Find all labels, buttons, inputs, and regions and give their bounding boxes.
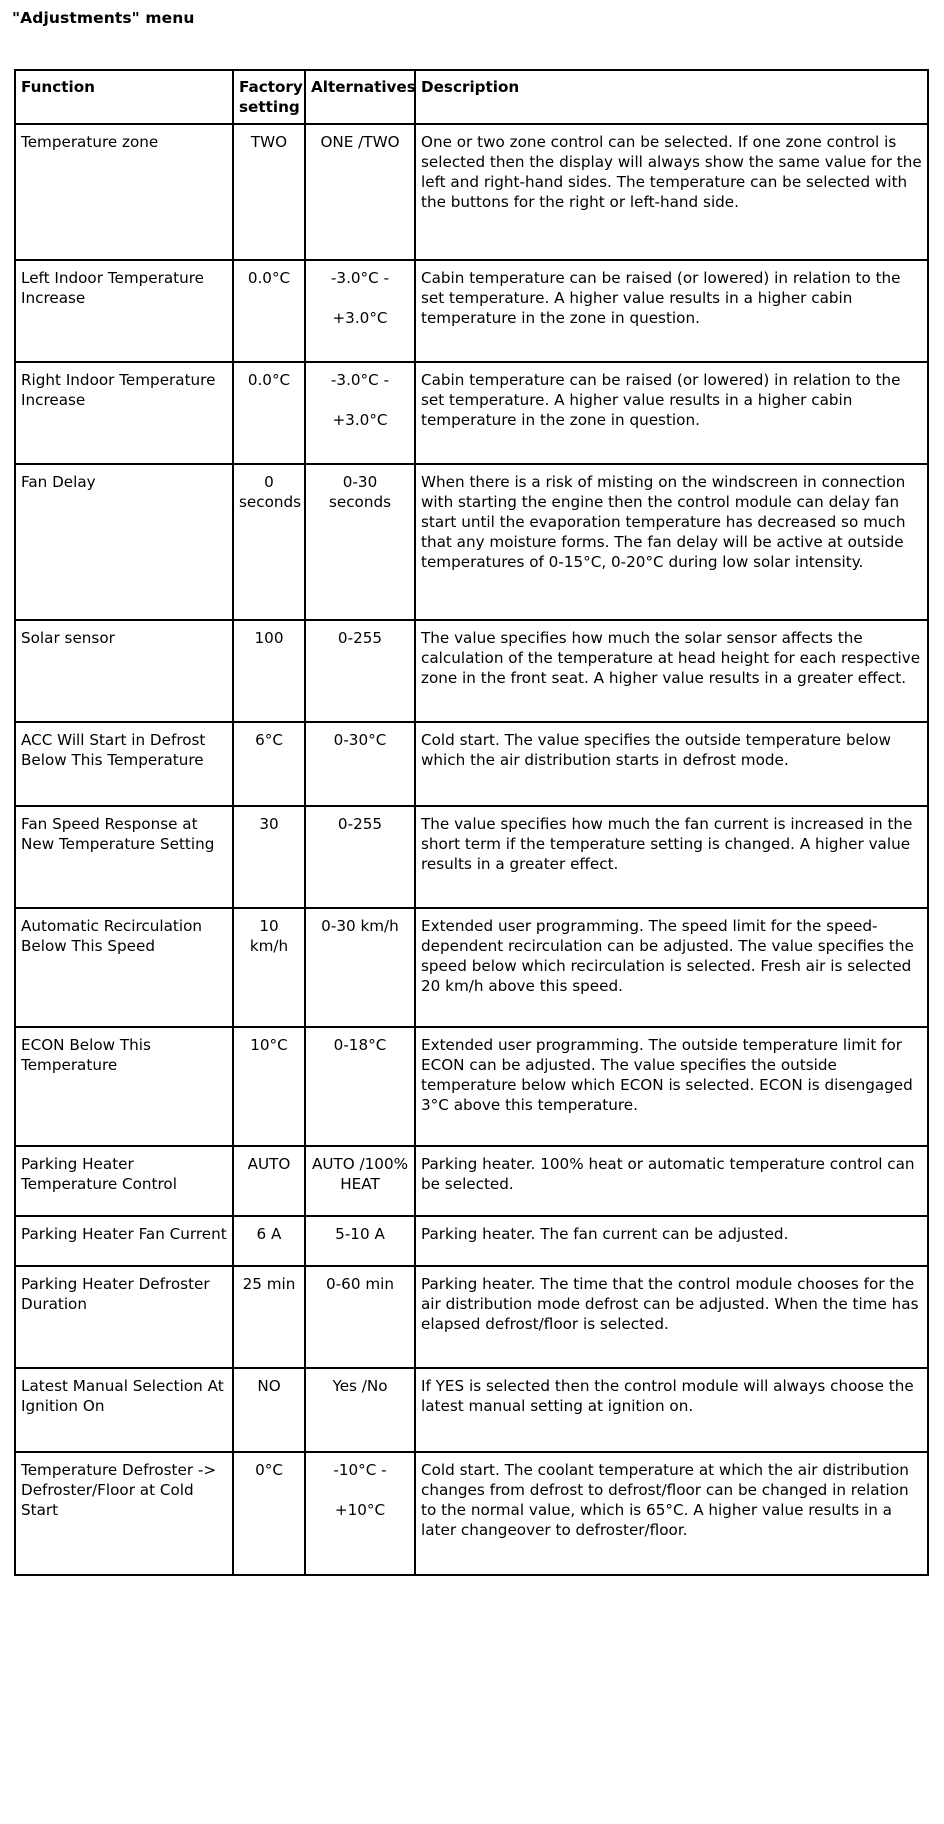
- description-cell: Parking heater. 100% heat or automatic temperature control can be selected.: [415, 1146, 928, 1216]
- factory-setting-cell: 10 km/h: [233, 908, 305, 1027]
- alternative-value: 0-30 km/h: [321, 917, 399, 935]
- function-cell: Fan Delay: [15, 464, 233, 620]
- factory-setting-cell: 10°C: [233, 1027, 305, 1146]
- factory-setting-cell: 0°C: [233, 1452, 305, 1575]
- header-factory-setting: Factory setting: [233, 70, 305, 124]
- alternatives-cell: [305, 362, 415, 464]
- alternative-value: 5-10 A: [335, 1225, 385, 1243]
- table-row: [15, 464, 928, 620]
- alternatives-cell: [305, 124, 415, 260]
- alternatives-gap: [311, 288, 409, 308]
- factory-setting-cell: AUTO: [233, 1146, 305, 1216]
- function-cell: Temperature zone: [15, 124, 233, 260]
- alternatives-cell: [305, 1266, 415, 1368]
- alternatives-cell: [305, 1027, 415, 1146]
- alternative-value: Yes /No: [332, 1377, 388, 1395]
- description-cell: Cold start. The value specifies the outside temperature below which the air distribution starts in defrost mode.: [415, 722, 928, 806]
- alternative-value: 0-30 seconds: [328, 473, 392, 511]
- function-cell: Temperature Defroster -> Defroster/Floor at Cold Start: [15, 1452, 233, 1575]
- alternatives-cell: [305, 260, 415, 362]
- factory-setting-cell: 6 A: [233, 1216, 305, 1266]
- table-row: [15, 1368, 928, 1452]
- factory-setting-cell: TWO: [233, 124, 305, 260]
- alternative-value: +3.0°C: [332, 411, 388, 429]
- function-cell: ECON Below This Temperature: [15, 1027, 233, 1146]
- description-cell: When there is a risk of misting on the windscreen in connection with starting the engine then the control module can delay fan start until the evaporation temperature has decreased so much that any moisture forms. The fan delay will be active at outside temperatures of 0-15°C, 0-20°C during low solar intensity.: [415, 464, 928, 620]
- table-row: [15, 1146, 928, 1216]
- alternative-value: +10°C: [334, 1501, 386, 1519]
- function-cell: Parking Heater Temperature Control: [15, 1146, 233, 1216]
- factory-setting-cell: 6°C: [233, 722, 305, 806]
- alternative-value: -10°C -: [333, 1461, 387, 1479]
- function-cell: Automatic Recirculation Below This Speed: [15, 908, 233, 1027]
- table-row: [15, 620, 928, 722]
- description-cell: If YES is selected then the control module will always choose the latest manual setting at ignition on.: [415, 1368, 928, 1452]
- factory-setting-cell: 30: [233, 806, 305, 908]
- header-description: Description: [415, 70, 928, 124]
- alternative-value: ONE /TWO: [320, 133, 400, 151]
- function-cell: Latest Manual Selection At Ignition On: [15, 1368, 233, 1452]
- function-cell: Right Indoor Temperature Increase: [15, 362, 233, 464]
- alternatives-cell: [305, 1146, 415, 1216]
- alternatives-cell: [305, 1216, 415, 1266]
- table-row: [15, 1452, 928, 1575]
- alternative-value: 0-255: [337, 815, 383, 833]
- function-cell: ACC Will Start in Defrost Below This Temperature: [15, 722, 233, 806]
- alternative-value: AUTO /100% HEAT: [311, 1155, 409, 1193]
- alternative-value: -3.0°C -: [330, 269, 390, 287]
- alternatives-gap: [311, 1480, 409, 1500]
- function-cell: Parking Heater Defroster Duration: [15, 1266, 233, 1368]
- adjustments-table: [14, 69, 929, 1576]
- factory-setting-cell: 25 min: [233, 1266, 305, 1368]
- alternatives-cell: [305, 1452, 415, 1575]
- description-cell: Cold start. The coolant temperature at which the air distribution changes from defrost to defrost/floor can be changed in relation to the normal value, which is 65°C. A higher value results in a later changeover to defroster/floor.: [415, 1452, 928, 1575]
- description-cell: Parking heater. The time that the control module chooses for the air distribution mode defrost can be adjusted. When the time has elapsed defrost/floor is selected.: [415, 1266, 928, 1368]
- factory-setting-cell: 0 seconds: [233, 464, 305, 620]
- description-cell: One or two zone control can be selected. If one zone control is selected then the display will always show the same value for the left and right-hand sides. The temperature can be selected with the buttons for the right or left-hand side.: [415, 124, 928, 260]
- page-title: "Adjustments" menu: [12, 9, 195, 27]
- factory-setting-cell: 0.0°C: [233, 362, 305, 464]
- table-row: [15, 806, 928, 908]
- table-row: [15, 124, 928, 260]
- table-row: [15, 362, 928, 464]
- description-cell: Parking heater. The fan current can be adjusted.: [415, 1216, 928, 1266]
- factory-setting-cell: NO: [233, 1368, 305, 1452]
- description-cell: The value specifies how much the solar sensor affects the calculation of the temperature at head height for each respective zone in the front seat. A higher value results in a greater effect.: [415, 620, 928, 722]
- alternatives-cell: [305, 1368, 415, 1452]
- alternatives-cell: [305, 464, 415, 620]
- alternative-value: +3.0°C: [332, 309, 388, 327]
- header-alternatives: Alternatives: [305, 70, 415, 124]
- table-row: [15, 260, 928, 362]
- description-cell: Extended user programming. The speed limit for the speed-dependent recirculation can be adjusted. The value specifies the speed below which recirculation is selected. Fresh air is selected 20 km/h above this speed.: [415, 908, 928, 1027]
- table-row: [15, 1027, 928, 1146]
- function-cell: Solar sensor: [15, 620, 233, 722]
- alternative-value: 0-60 min: [326, 1275, 394, 1293]
- function-cell: Left Indoor Temperature Increase: [15, 260, 233, 362]
- alternatives-gap: [311, 390, 409, 410]
- description-cell: Cabin temperature can be raised (or lowered) in relation to the set temperature. A higher value results in a higher cabin temperature in the zone in question.: [415, 362, 928, 464]
- function-cell: Parking Heater Fan Current: [15, 1216, 233, 1266]
- table-body: [15, 124, 928, 1575]
- table-row: [15, 1216, 928, 1266]
- alternatives-cell: [305, 806, 415, 908]
- description-cell: Extended user programming. The outside temperature limit for ECON can be adjusted. The value specifies the outside temperature below which ECON is selected. ECON is disengaged 3°C above this temperature.: [415, 1027, 928, 1146]
- alternatives-cell: [305, 908, 415, 1027]
- alternative-value: 0-18°C: [333, 1036, 387, 1054]
- header-function: Function: [15, 70, 233, 124]
- alternatives-cell: [305, 722, 415, 806]
- alternative-value: 0-30°C: [333, 731, 387, 749]
- alternative-value: 0-255: [337, 629, 383, 647]
- table-row: [15, 908, 928, 1027]
- factory-setting-cell: 0.0°C: [233, 260, 305, 362]
- alternatives-cell: [305, 620, 415, 722]
- function-cell: Fan Speed Response at New Temperature Setting: [15, 806, 233, 908]
- description-cell: Cabin temperature can be raised (or lowered) in relation to the set temperature. A higher value results in a higher cabin temperature in the zone in question.: [415, 260, 928, 362]
- table-row: [15, 722, 928, 806]
- factory-setting-cell: 100: [233, 620, 305, 722]
- description-cell: The value specifies how much the fan current is increased in the short term if the temperature setting is changed. A higher value results in a greater effect.: [415, 806, 928, 908]
- table-row: [15, 1266, 928, 1368]
- alternative-value: -3.0°C -: [330, 371, 390, 389]
- table-header-row: [15, 70, 928, 124]
